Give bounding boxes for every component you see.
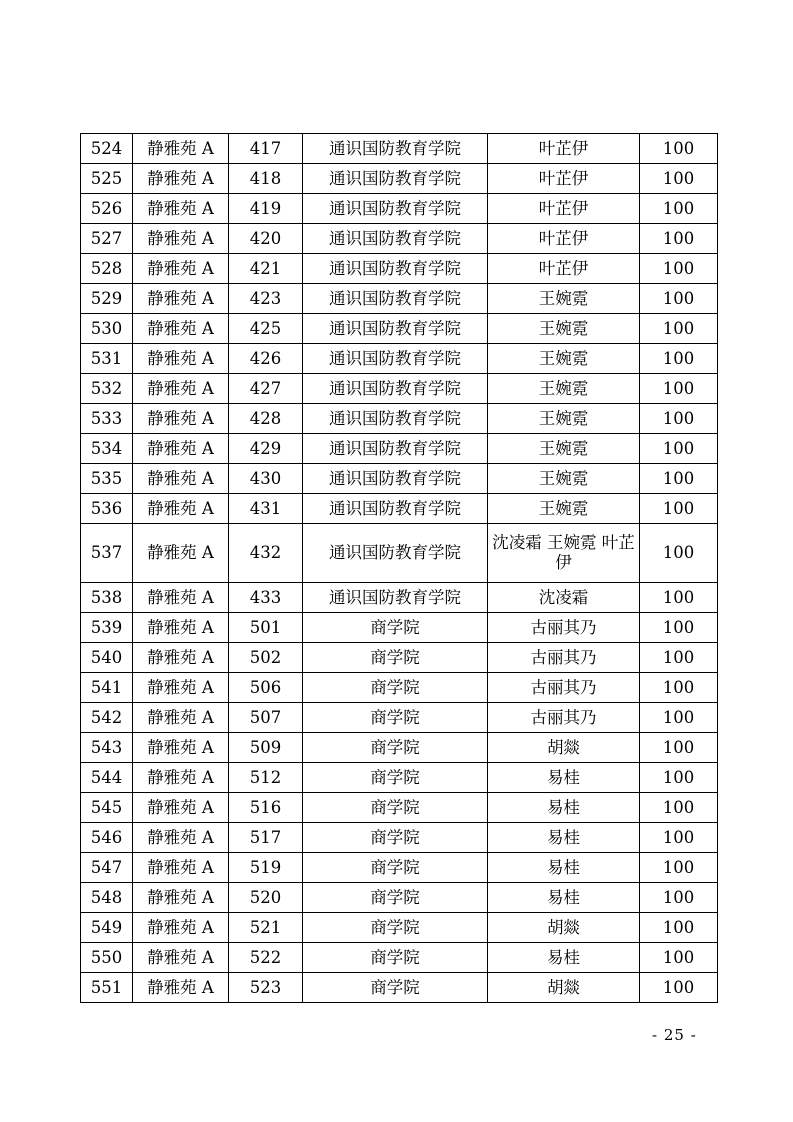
row-index-cell: 545 — [81, 793, 133, 823]
table-row — [81, 583, 718, 613]
room-cell: 417 — [229, 134, 303, 164]
inspector-cell: 王婉霓 — [488, 374, 640, 404]
college-cell: 通识国防教育学院 — [303, 434, 488, 464]
table-row — [81, 254, 718, 284]
row-index-cell: 538 — [81, 583, 133, 613]
table-row — [81, 374, 718, 404]
row-index-cell: 544 — [81, 763, 133, 793]
building-cell: 静雅苑 A — [133, 464, 229, 494]
inspector-cell: 易桂 — [488, 793, 640, 823]
room-cell: 426 — [229, 344, 303, 374]
table-row — [81, 643, 718, 673]
building-cell: 静雅苑 A — [133, 494, 229, 524]
score-cell: 100 — [640, 883, 718, 913]
table-row — [81, 703, 718, 733]
inspector-cell: 胡燚 — [488, 733, 640, 763]
room-cell: 425 — [229, 314, 303, 344]
table-row — [81, 164, 718, 194]
score-cell: 100 — [640, 583, 718, 613]
row-index-cell: 543 — [81, 733, 133, 763]
building-cell: 静雅苑 A — [133, 404, 229, 434]
building-cell: 静雅苑 A — [133, 134, 229, 164]
row-index-cell: 537 — [81, 524, 133, 583]
building-cell: 静雅苑 A — [133, 643, 229, 673]
row-index-cell: 531 — [81, 344, 133, 374]
row-index-cell: 532 — [81, 374, 133, 404]
inspector-cell: 王婉霓 — [488, 284, 640, 314]
room-cell: 420 — [229, 224, 303, 254]
college-cell: 商学院 — [303, 793, 488, 823]
inspector-cell: 易桂 — [488, 943, 640, 973]
college-cell: 商学院 — [303, 943, 488, 973]
row-index-cell: 549 — [81, 913, 133, 943]
row-index-cell: 535 — [81, 464, 133, 494]
building-cell: 静雅苑 A — [133, 254, 229, 284]
building-cell: 静雅苑 A — [133, 284, 229, 314]
table-row — [81, 224, 718, 254]
college-cell: 通识国防教育学院 — [303, 314, 488, 344]
table-row — [81, 134, 718, 164]
building-cell: 静雅苑 A — [133, 973, 229, 1003]
table-row — [81, 943, 718, 973]
inspector-cell: 古丽其乃 — [488, 703, 640, 733]
college-cell: 通识国防教育学院 — [303, 374, 488, 404]
college-cell: 商学院 — [303, 733, 488, 763]
row-index-cell: 551 — [81, 973, 133, 1003]
room-cell: 502 — [229, 643, 303, 673]
building-cell: 静雅苑 A — [133, 524, 229, 583]
table-row — [81, 404, 718, 434]
table-row — [81, 524, 718, 583]
room-cell: 520 — [229, 883, 303, 913]
score-cell: 100 — [640, 853, 718, 883]
table-row — [81, 673, 718, 703]
score-cell: 100 — [640, 943, 718, 973]
inspector-cell: 沈凌霜 — [488, 583, 640, 613]
college-cell: 通识国防教育学院 — [303, 224, 488, 254]
college-cell: 通识国防教育学院 — [303, 164, 488, 194]
score-cell: 100 — [640, 613, 718, 643]
room-cell: 509 — [229, 733, 303, 763]
room-cell: 418 — [229, 164, 303, 194]
table-row — [81, 464, 718, 494]
room-cell: 419 — [229, 194, 303, 224]
inspector-cell: 叶芷伊 — [488, 164, 640, 194]
inspector-cell: 叶芷伊 — [488, 224, 640, 254]
building-cell: 静雅苑 A — [133, 164, 229, 194]
score-cell: 100 — [640, 494, 718, 524]
college-cell: 通识国防教育学院 — [303, 583, 488, 613]
row-index-cell: 528 — [81, 254, 133, 284]
table-row — [81, 763, 718, 793]
building-cell: 静雅苑 A — [133, 793, 229, 823]
table-row — [81, 494, 718, 524]
college-cell: 通识国防教育学院 — [303, 464, 488, 494]
building-cell: 静雅苑 A — [133, 344, 229, 374]
college-cell: 通识国防教育学院 — [303, 494, 488, 524]
room-cell: 521 — [229, 913, 303, 943]
score-cell: 100 — [640, 134, 718, 164]
score-cell: 100 — [640, 464, 718, 494]
room-cell: 517 — [229, 823, 303, 853]
room-cell: 507 — [229, 703, 303, 733]
college-cell: 商学院 — [303, 673, 488, 703]
room-cell: 523 — [229, 973, 303, 1003]
building-cell: 静雅苑 A — [133, 434, 229, 464]
row-index-cell: 540 — [81, 643, 133, 673]
inspector-cell: 叶芷伊 — [488, 134, 640, 164]
inspector-cell: 易桂 — [488, 823, 640, 853]
score-cell: 100 — [640, 643, 718, 673]
table-row — [81, 314, 718, 344]
inspector-cell: 胡燚 — [488, 973, 640, 1003]
table-row — [81, 284, 718, 314]
room-cell: 512 — [229, 763, 303, 793]
score-cell: 100 — [640, 404, 718, 434]
building-cell: 静雅苑 A — [133, 314, 229, 344]
row-index-cell: 546 — [81, 823, 133, 853]
building-cell: 静雅苑 A — [133, 733, 229, 763]
score-cell: 100 — [640, 374, 718, 404]
row-index-cell: 530 — [81, 314, 133, 344]
table-row — [81, 853, 718, 883]
score-cell: 100 — [640, 164, 718, 194]
room-cell: 430 — [229, 464, 303, 494]
room-cell: 421 — [229, 254, 303, 284]
row-index-cell: 525 — [81, 164, 133, 194]
building-cell: 静雅苑 A — [133, 913, 229, 943]
row-index-cell: 536 — [81, 494, 133, 524]
room-cell: 428 — [229, 404, 303, 434]
room-cell: 516 — [229, 793, 303, 823]
college-cell: 通识国防教育学院 — [303, 344, 488, 374]
inspector-cell: 易桂 — [488, 883, 640, 913]
score-cell: 100 — [640, 194, 718, 224]
row-index-cell: 526 — [81, 194, 133, 224]
score-cell: 100 — [640, 973, 718, 1003]
college-cell: 通识国防教育学院 — [303, 404, 488, 434]
inspection-table — [80, 133, 718, 1003]
table-row — [81, 613, 718, 643]
building-cell: 静雅苑 A — [133, 763, 229, 793]
score-cell: 100 — [640, 823, 718, 853]
inspector-cell: 古丽其乃 — [488, 673, 640, 703]
table-row — [81, 434, 718, 464]
table-row — [81, 344, 718, 374]
table-row — [81, 973, 718, 1003]
inspector-cell: 王婉霓 — [488, 344, 640, 374]
college-cell: 商学院 — [303, 823, 488, 853]
row-index-cell: 529 — [81, 284, 133, 314]
inspector-cell: 古丽其乃 — [488, 613, 640, 643]
building-cell: 静雅苑 A — [133, 613, 229, 643]
building-cell: 静雅苑 A — [133, 883, 229, 913]
college-cell: 商学院 — [303, 853, 488, 883]
building-cell: 静雅苑 A — [133, 673, 229, 703]
inspector-cell: 古丽其乃 — [488, 643, 640, 673]
inspector-cell: 胡燚 — [488, 913, 640, 943]
building-cell: 静雅苑 A — [133, 943, 229, 973]
college-cell: 通识国防教育学院 — [303, 194, 488, 224]
inspector-cell: 叶芷伊 — [488, 254, 640, 284]
inspector-cell: 叶芷伊 — [488, 194, 640, 224]
inspector-cell: 沈凌霜 王婉霓 叶芷伊 — [488, 524, 640, 583]
score-cell: 100 — [640, 254, 718, 284]
table-row — [81, 913, 718, 943]
inspector-cell: 王婉霓 — [488, 494, 640, 524]
room-cell: 433 — [229, 583, 303, 613]
score-cell: 100 — [640, 224, 718, 254]
score-cell: 100 — [640, 703, 718, 733]
score-cell: 100 — [640, 673, 718, 703]
room-cell: 501 — [229, 613, 303, 643]
room-cell: 431 — [229, 494, 303, 524]
row-index-cell: 550 — [81, 943, 133, 973]
college-cell: 商学院 — [303, 703, 488, 733]
building-cell: 静雅苑 A — [133, 374, 229, 404]
score-cell: 100 — [640, 524, 718, 583]
score-cell: 100 — [640, 793, 718, 823]
table-body — [81, 134, 718, 1003]
inspector-cell: 王婉霓 — [488, 404, 640, 434]
college-cell: 商学院 — [303, 973, 488, 1003]
inspector-cell: 易桂 — [488, 763, 640, 793]
score-cell: 100 — [640, 344, 718, 374]
college-cell: 商学院 — [303, 913, 488, 943]
building-cell: 静雅苑 A — [133, 823, 229, 853]
building-cell: 静雅苑 A — [133, 703, 229, 733]
room-cell: 522 — [229, 943, 303, 973]
college-cell: 商学院 — [303, 643, 488, 673]
building-cell: 静雅苑 A — [133, 224, 229, 254]
row-index-cell: 534 — [81, 434, 133, 464]
table-row — [81, 823, 718, 853]
row-index-cell: 548 — [81, 883, 133, 913]
college-cell: 通识国防教育学院 — [303, 524, 488, 583]
table-row — [81, 733, 718, 763]
room-cell: 506 — [229, 673, 303, 703]
building-cell: 静雅苑 A — [133, 583, 229, 613]
college-cell: 商学院 — [303, 883, 488, 913]
inspector-cell: 王婉霓 — [488, 464, 640, 494]
room-cell: 423 — [229, 284, 303, 314]
table-row — [81, 194, 718, 224]
room-cell: 429 — [229, 434, 303, 464]
row-index-cell: 547 — [81, 853, 133, 883]
row-index-cell: 533 — [81, 404, 133, 434]
row-index-cell: 524 — [81, 134, 133, 164]
college-cell: 通识国防教育学院 — [303, 254, 488, 284]
table-row — [81, 883, 718, 913]
row-index-cell: 541 — [81, 673, 133, 703]
row-index-cell: 542 — [81, 703, 133, 733]
building-cell: 静雅苑 A — [133, 194, 229, 224]
table-row — [81, 793, 718, 823]
inspector-cell: 王婉霓 — [488, 314, 640, 344]
room-cell: 519 — [229, 853, 303, 883]
college-cell: 商学院 — [303, 613, 488, 643]
score-cell: 100 — [640, 913, 718, 943]
score-cell: 100 — [640, 434, 718, 464]
row-index-cell: 539 — [81, 613, 133, 643]
score-cell: 100 — [640, 284, 718, 314]
score-cell: 100 — [640, 314, 718, 344]
room-cell: 427 — [229, 374, 303, 404]
room-cell: 432 — [229, 524, 303, 583]
college-cell: 通识国防教育学院 — [303, 284, 488, 314]
inspector-cell: 王婉霓 — [488, 434, 640, 464]
college-cell: 通识国防教育学院 — [303, 134, 488, 164]
college-cell: 商学院 — [303, 763, 488, 793]
building-cell: 静雅苑 A — [133, 853, 229, 883]
row-index-cell: 527 — [81, 224, 133, 254]
score-cell: 100 — [640, 763, 718, 793]
inspector-cell: 易桂 — [488, 853, 640, 883]
page-number: - 25 - — [652, 1026, 697, 1044]
score-cell: 100 — [640, 733, 718, 763]
